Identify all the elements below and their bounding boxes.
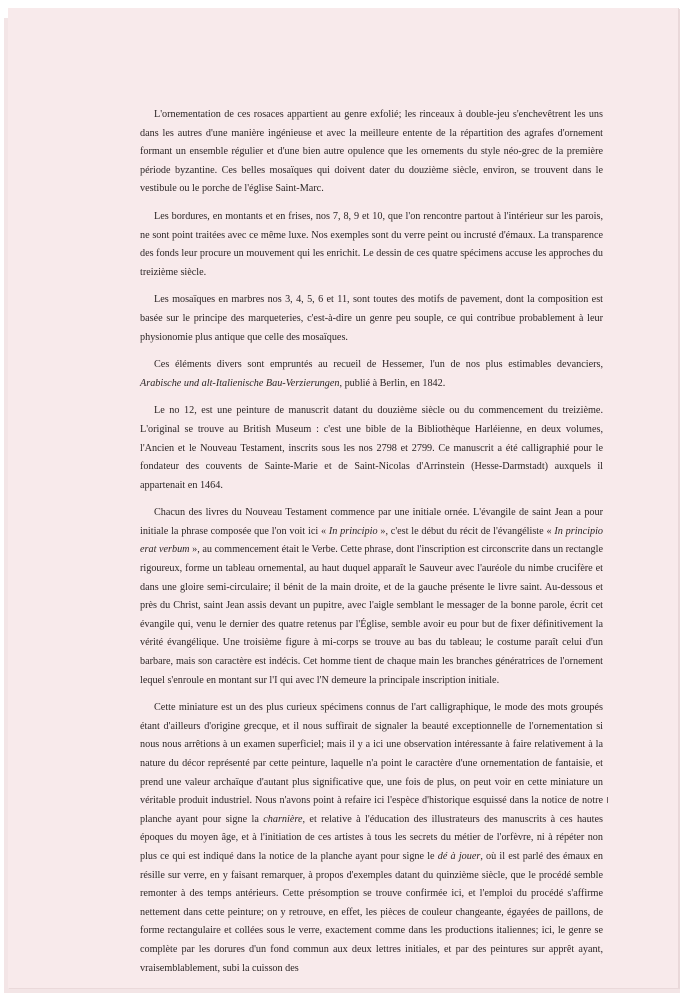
paragraph-6: Chacun des livres du Nouveau Testament commence par une initiale ornée. L'évangile de saint Jean a pour initiale la phrase composée que l'on voit ici « In principio », c'est le début du récit de l'évangéliste « In principio erat verbum », au commencement était le Verbe. Cette phrase, dont l'inscription est circonscrite dans un rectangle rigoureux, forme un tableau ornemental, au haut duquel apparaît le Sauveur avec l'auréole du nimbe crucifère et dans une gloire semi-circulaire; il bénit de la main droite, et de la gauche présente le livre saint. Au-dessous et près du Christ, saint Jean assis devant un pupitre, avec l'aigle semblant le messager de la bonne parole, écrit cet évangile qui, venu le dernier des quatre retenus par l'Église, semble avoir eu pour but de fixer définitivement la vérité évangélique. Une troisième figure à mi-corps se trouve au bas du tableau; le costume paraît celui d'un barbare, mais son caractère est indécis. Cet homme tient de chaque main les branches génératrices de l'ornement lequel s'enroule en montant sur l'I qui avec l'N demeure la principale inscription initiale. [140, 507, 604, 686]
margin-mark [607, 797, 608, 803]
italic-title: Arabische und alt-Italienische Bau-Verzierungen [140, 377, 340, 389]
paragraph-3: Les mosaïques en marbres nos 3, 4, 5, 6 et 11, sont toutes des motifs de pavement, dont la composition est basée sur le principe des marqueteries, c'est-à-dire un genre peu souple, ce qui contribue probablement à leur physionomie plus antique que celle des mosaïques. [140, 294, 603, 343]
italic-term: dé à jouer [437, 850, 481, 862]
paragraph-5: Le no 12, est une peinture de manuscrit datant du douzième siècle ou du commencement du treizième. L'original se trouve au British Museum : c'est une bible de la Bibliothèque Harléienne, en deux volumes, l'Ancien et le Nouveau Testament, inscrits sous les nos 2798 et 2799. Ce manuscrit a été calligraphié pour le fondateur des couvents de Sainte-Marie et de Saint-Nicolas d'Arrinstein (Hesse-Darmstadt) auxquels il appartenait en 1464. [140, 405, 603, 491]
paragraph-4: Ces éléments divers sont empruntés au recueil de Hessemer, l'un de nos plus estimables devanciers, Arabische und alt-Italienische Bau-Verzierungen, publié à Berlin, en 1842. [140, 359, 603, 389]
body-text [140, 106, 603, 978]
italic-quote: In principio [328, 525, 378, 537]
paragraph-7: Cette miniature est un des plus curieux spécimens connus de l'art calligraphique, le mode des mots groupés étant d'ailleurs d'origine grecque, et il nous suffirait de signaler la beauté exceptionnelle de l'ornementation si nous nous arrêtions à un examen superficiel; mais il y a ici une observation intéressante à faire relativement à la nature du décor représenté par cette peinture, laquelle n'a point le caractère d'une ornementation de fantaisie, et prend une valeur archaïque d'autant plus significative que, une fois de plus, on peut voir en cette miniature un véritable produit industriel. Nous n'avons point à refaire ici l'espèce d'historique esquissé dans la notice de notre planche ayant pour signe la charnière, et relative à l'éducation des illustrateurs des manuscrits à ces hautes époques du moyen âge, et à l'initiation de ces artistes à tous les secrets du métier de l'orfèvre, ni à répéter non plus ce qui est indiqué dans la notice de la planche ayant pour signe le dé à jouer, où il est parlé des émaux en résille sur verre, en y faisant remarquer, à propos d'exemples datant du quinzième siècle, que le procédé semble remonter à des temps antérieurs. Cette présomption se trouve confirmée ici, et l'emploi du procédé s'affirme nettement dans cette peinture; on y retrouve, en effet, les pièces de couleur changeante, égayées de paillons, de forme rectangulaire et collées sous le verre, exactement comme dans les productions italiennes; ici, le genre se complète par les dorures d'un fond commun aux deux lettres initiales, et par des peintures sur apprêt ayant, vraisemblablement, subi la cuisson des [140, 702, 603, 974]
paragraph-2: Les bordures, en montants et en frises, nos 7, 8, 9 et 10, que l'on rencontre partout à l'intérieur sur les parois, ne sont point traitées avec ce même luxe. Nos exemples sont du verre peint ou incrusté d'émaux. La transparence des fonds leur procure un mouvement qui les enrichit. Le dessin de ces quatre spécimens accuse les approches du treizième siècle. [140, 210, 603, 278]
italic-term: charnière [263, 813, 303, 825]
italic-quote: In principio erat verbum [140, 525, 604, 556]
paragraph-1: L'ornementation de ces rosaces appartient au genre exfolié; les rinceaux à double-jeu s'enchevêtrent les uns dans les autres d'une manière ingénieuse et avec la meilleure entente de la répartition des agrafes d'ornement formant un ensemble régulier et d'une bien autre opulence que les ornements du style néo-grec de la première période byzantine. Ces belles mosaïques qui doivent dater du douzième siècle, environ, se trouvent dans le vestibule ou le porche de l'église Saint-Marc. [140, 109, 603, 195]
